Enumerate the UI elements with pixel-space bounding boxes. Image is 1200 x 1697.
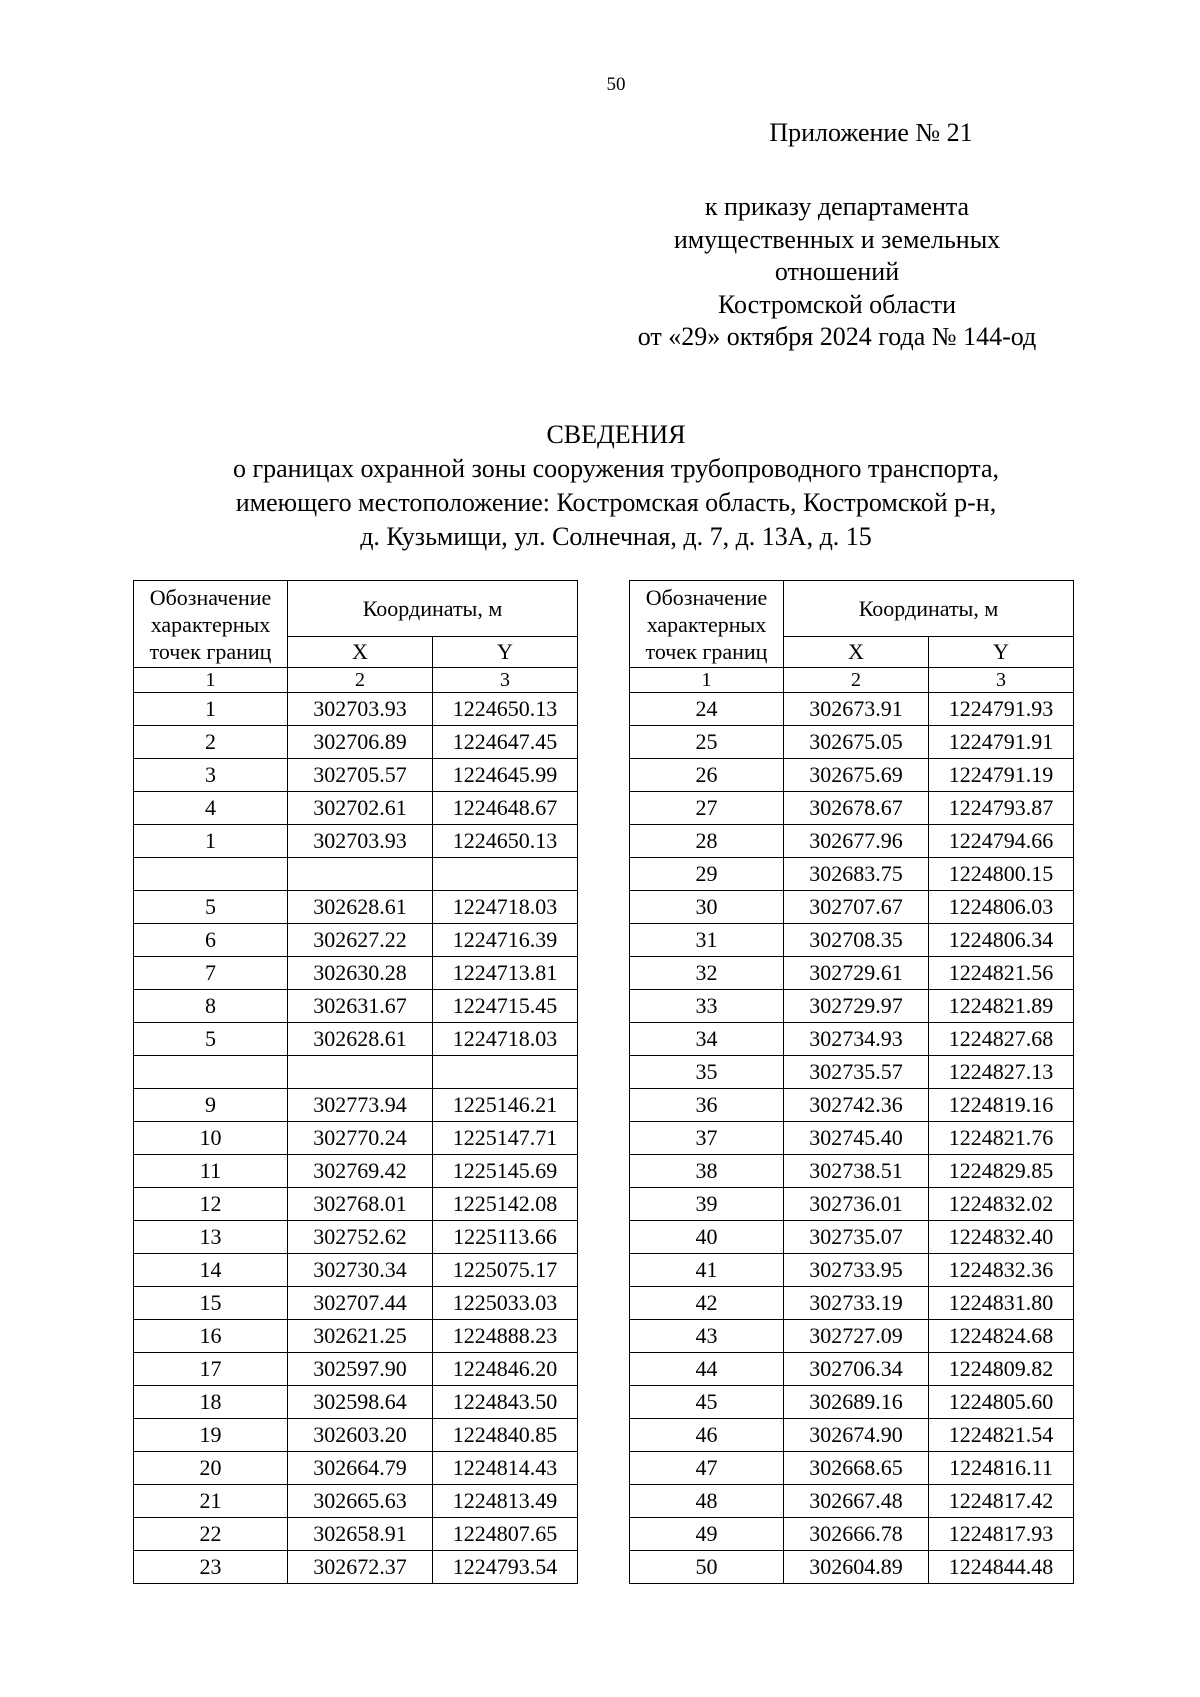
order-ref-line: от «29» октября 2024 года № 144-од (637, 322, 1037, 351)
point-cell: 19 (134, 1419, 288, 1452)
point-cell: 31 (630, 924, 784, 957)
y-cell: 1224809.82 (929, 1353, 1074, 1386)
x-cell: 302627.22 (288, 924, 433, 957)
table-row (630, 693, 1074, 726)
x-cell: 302773.94 (288, 1089, 433, 1122)
table-row (630, 858, 1074, 891)
y-cell: 1224718.03 (433, 1023, 578, 1056)
table-row (630, 1254, 1074, 1287)
point-cell: 21 (134, 1485, 288, 1518)
x-cell: 302733.95 (784, 1254, 929, 1287)
point-cell: 20 (134, 1452, 288, 1485)
table-row (134, 726, 578, 759)
table-row (630, 792, 1074, 825)
x-cell: 302702.61 (288, 792, 433, 825)
point-cell: 46 (630, 1419, 784, 1452)
table-row (630, 1419, 1074, 1452)
point-cell (134, 858, 288, 891)
table-row (134, 693, 578, 726)
document-subtitle-line: д. Кузьмищи, ул. Солнечная, д. 7, д. 13А, д. 15 (360, 522, 872, 551)
table-row (134, 1056, 578, 1089)
y-cell: 1224832.02 (929, 1188, 1074, 1221)
header-coordinates: Координаты, м (784, 581, 1074, 637)
x-cell: 302735.57 (784, 1056, 929, 1089)
x-cell: 302603.20 (288, 1419, 433, 1452)
table-row (630, 1188, 1074, 1221)
x-cell: 302727.09 (784, 1320, 929, 1353)
x-cell: 302752.62 (288, 1221, 433, 1254)
point-cell: 9 (134, 1089, 288, 1122)
header-point-line: точек границ (149, 638, 272, 664)
point-cell: 5 (134, 891, 288, 924)
table-row (630, 1023, 1074, 1056)
y-cell: 1224888.23 (433, 1320, 578, 1353)
point-cell: 38 (630, 1155, 784, 1188)
x-cell: 302598.64 (288, 1386, 433, 1419)
point-cell: 50 (630, 1551, 784, 1584)
header-x: X (784, 637, 929, 668)
point-cell: 25 (630, 726, 784, 759)
y-cell: 1224814.43 (433, 1452, 578, 1485)
x-cell: 302729.97 (784, 990, 929, 1023)
y-cell: 1224821.56 (929, 957, 1074, 990)
point-cell: 35 (630, 1056, 784, 1089)
y-cell: 1224843.50 (433, 1386, 578, 1419)
point-cell: 1 (134, 693, 288, 726)
x-cell: 302729.61 (784, 957, 929, 990)
point-cell: 5 (134, 1023, 288, 1056)
table-row (630, 825, 1074, 858)
y-cell: 1224844.48 (929, 1551, 1074, 1584)
y-cell: 1224793.87 (929, 792, 1074, 825)
table-row (134, 891, 578, 924)
y-cell: 1224794.66 (929, 825, 1074, 858)
x-cell: 302706.89 (288, 726, 433, 759)
table-row (630, 1551, 1074, 1584)
table-row (630, 1056, 1074, 1089)
y-cell: 1224831.80 (929, 1287, 1074, 1320)
point-cell: 10 (134, 1122, 288, 1155)
y-cell: 1224829.85 (929, 1155, 1074, 1188)
y-cell: 1224846.20 (433, 1353, 578, 1386)
y-cell: 1224821.89 (929, 990, 1074, 1023)
table-row (134, 1221, 578, 1254)
x-cell: 302672.37 (288, 1551, 433, 1584)
point-cell: 44 (630, 1353, 784, 1386)
y-cell: 1225113.66 (433, 1221, 578, 1254)
table-row (134, 825, 578, 858)
y-cell: 1224832.40 (929, 1221, 1074, 1254)
header-y: Y (929, 637, 1074, 668)
y-cell: 1224817.42 (929, 1485, 1074, 1518)
table-row (630, 990, 1074, 1023)
point-cell: 32 (630, 957, 784, 990)
table-row (134, 1254, 578, 1287)
header-point-designation (134, 581, 288, 668)
point-cell: 49 (630, 1518, 784, 1551)
point-cell: 24 (630, 693, 784, 726)
header-coordinates: Координаты, м (288, 581, 578, 637)
y-cell: 1224800.15 (929, 858, 1074, 891)
table-row (134, 1353, 578, 1386)
y-cell: 1224832.36 (929, 1254, 1074, 1287)
x-cell: 302630.28 (288, 957, 433, 990)
point-cell: 2 (134, 726, 288, 759)
point-cell: 13 (134, 1221, 288, 1254)
document-subtitle-line: о границах охранной зоны сооружения трубопроводного транспорта, (232, 454, 1000, 483)
y-cell: 1224648.67 (433, 792, 578, 825)
x-cell (288, 1056, 433, 1089)
header-y: Y (433, 637, 578, 668)
x-cell: 302708.35 (784, 924, 929, 957)
header-column-number: 3 (929, 668, 1074, 693)
x-cell: 302738.51 (784, 1155, 929, 1188)
point-cell (134, 1056, 288, 1089)
table-row (630, 1221, 1074, 1254)
header-point-line: характерных (150, 611, 271, 637)
x-cell: 302668.65 (784, 1452, 929, 1485)
x-cell: 302675.69 (784, 759, 929, 792)
y-cell: 1224647.45 (433, 726, 578, 759)
x-cell (288, 858, 433, 891)
table-row (134, 957, 578, 990)
document-subtitle-line: имеющего местоположение: Костромская область, Костромской р-н, (235, 488, 997, 517)
point-cell: 42 (630, 1287, 784, 1320)
y-cell: 1224715.45 (433, 990, 578, 1023)
x-cell: 302705.57 (288, 759, 433, 792)
x-cell: 302707.44 (288, 1287, 433, 1320)
x-cell: 302673.91 (784, 693, 929, 726)
table-row (630, 759, 1074, 792)
point-cell: 18 (134, 1386, 288, 1419)
y-cell: 1224716.39 (433, 924, 578, 957)
point-cell: 41 (630, 1254, 784, 1287)
point-cell: 26 (630, 759, 784, 792)
header-column-number: 1 (630, 668, 784, 693)
point-cell: 23 (134, 1551, 288, 1584)
header-column-number: 3 (433, 668, 578, 693)
point-cell: 43 (630, 1320, 784, 1353)
table-row (134, 858, 578, 891)
order-ref-line: отношений (774, 257, 900, 286)
table-row (630, 1452, 1074, 1485)
order-ref-line: имущественных и земельных (673, 224, 1001, 254)
table-row (630, 891, 1074, 924)
point-cell: 7 (134, 957, 288, 990)
x-cell: 302597.90 (288, 1353, 433, 1386)
table-row (630, 1386, 1074, 1419)
header-point-line: Обозначение (645, 584, 768, 610)
x-cell: 302736.01 (784, 1188, 929, 1221)
y-cell: 1224806.34 (929, 924, 1074, 957)
y-cell: 1224813.49 (433, 1485, 578, 1518)
table-row (630, 1518, 1074, 1551)
header-point-line: точек границ (645, 638, 768, 664)
left-table-body (134, 693, 578, 1584)
point-cell: 12 (134, 1188, 288, 1221)
y-cell: 1225033.03 (433, 1287, 578, 1320)
header-column-number: 1 (134, 668, 288, 693)
point-cell: 29 (630, 858, 784, 891)
table-row (134, 1023, 578, 1056)
table-row (630, 1155, 1074, 1188)
x-cell: 302667.48 (784, 1485, 929, 1518)
table-row (134, 1122, 578, 1155)
x-cell: 302768.01 (288, 1188, 433, 1221)
y-cell: 1224817.93 (929, 1518, 1074, 1551)
x-cell: 302703.93 (288, 693, 433, 726)
order-ref-line: к приказу департамента (704, 192, 970, 221)
y-cell: 1225142.08 (433, 1188, 578, 1221)
point-cell: 40 (630, 1221, 784, 1254)
x-cell: 302628.61 (288, 891, 433, 924)
x-cell: 302628.61 (288, 1023, 433, 1056)
point-cell: 34 (630, 1023, 784, 1056)
point-cell: 14 (134, 1254, 288, 1287)
y-cell: 1224824.68 (929, 1320, 1074, 1353)
x-cell: 302730.34 (288, 1254, 433, 1287)
table-row (630, 924, 1074, 957)
x-cell: 302769.42 (288, 1155, 433, 1188)
point-cell: 36 (630, 1089, 784, 1122)
table-row (134, 759, 578, 792)
point-cell: 28 (630, 825, 784, 858)
table-row (630, 726, 1074, 759)
table-row (134, 1485, 578, 1518)
y-cell (433, 858, 578, 891)
table-row (134, 1287, 578, 1320)
header-x: X (288, 637, 433, 668)
table-row (134, 990, 578, 1023)
point-cell: 1 (134, 825, 288, 858)
header-column-number: 2 (784, 668, 929, 693)
y-cell: 1224645.99 (433, 759, 578, 792)
y-cell: 1224650.13 (433, 693, 578, 726)
table-row (134, 1551, 578, 1584)
y-cell: 1224821.54 (929, 1419, 1074, 1452)
x-cell: 302745.40 (784, 1122, 929, 1155)
x-cell: 302666.78 (784, 1518, 929, 1551)
point-cell: 3 (134, 759, 288, 792)
table-row (630, 1320, 1074, 1353)
table-row (630, 957, 1074, 990)
point-cell: 30 (630, 891, 784, 924)
y-cell: 1224650.13 (433, 825, 578, 858)
document-title: СВЕДЕНИЯ (546, 420, 686, 449)
y-cell: 1224821.76 (929, 1122, 1074, 1155)
table-row (630, 1122, 1074, 1155)
point-cell: 27 (630, 792, 784, 825)
x-cell: 302707.67 (784, 891, 929, 924)
table-row (134, 1089, 578, 1122)
document-heading (0, 418, 1200, 554)
table-row (134, 1518, 578, 1551)
point-cell: 6 (134, 924, 288, 957)
point-cell: 37 (630, 1122, 784, 1155)
x-cell: 302733.19 (784, 1287, 929, 1320)
y-cell: 1225147.71 (433, 1122, 578, 1155)
y-cell: 1224791.93 (929, 693, 1074, 726)
point-cell: 15 (134, 1287, 288, 1320)
point-cell: 48 (630, 1485, 784, 1518)
x-cell: 302689.16 (784, 1386, 929, 1419)
table-row (134, 1419, 578, 1452)
y-cell: 1224827.68 (929, 1023, 1074, 1056)
y-cell: 1224819.16 (929, 1089, 1074, 1122)
point-cell: 4 (134, 792, 288, 825)
point-cell: 33 (630, 990, 784, 1023)
header-point-line: Обозначение (149, 584, 272, 610)
x-cell: 302706.34 (784, 1353, 929, 1386)
x-cell: 302683.75 (784, 858, 929, 891)
y-cell: 1224793.54 (433, 1551, 578, 1584)
y-cell: 1225075.17 (433, 1254, 578, 1287)
header-point-designation (630, 581, 784, 668)
y-cell: 1224827.13 (929, 1056, 1074, 1089)
page-number: 50 (606, 74, 626, 95)
y-cell: 1224807.65 (433, 1518, 578, 1551)
coordinates-table-left (133, 580, 578, 1584)
table-row (134, 1452, 578, 1485)
appendix-title: Приложение № 21 (769, 118, 973, 147)
x-cell: 302664.79 (288, 1452, 433, 1485)
point-cell: 8 (134, 990, 288, 1023)
table-row (630, 1287, 1074, 1320)
y-cell: 1224805.60 (929, 1386, 1074, 1419)
x-cell: 302658.91 (288, 1518, 433, 1551)
x-cell: 302677.96 (784, 825, 929, 858)
y-cell: 1225146.21 (433, 1089, 578, 1122)
point-cell: 22 (134, 1518, 288, 1551)
x-cell: 302770.24 (288, 1122, 433, 1155)
point-cell: 47 (630, 1452, 784, 1485)
table-row (134, 1188, 578, 1221)
x-cell: 302734.93 (784, 1023, 929, 1056)
header-column-number: 2 (288, 668, 433, 693)
y-cell: 1224791.91 (929, 726, 1074, 759)
coordinates-table-right (629, 580, 1074, 1584)
point-cell: 17 (134, 1353, 288, 1386)
header-point-line: характерных (646, 611, 767, 637)
point-cell: 39 (630, 1188, 784, 1221)
y-cell: 1224840.85 (433, 1419, 578, 1452)
table-row (134, 924, 578, 957)
table-row (134, 1386, 578, 1419)
x-cell: 302703.93 (288, 825, 433, 858)
x-cell: 302742.36 (784, 1089, 929, 1122)
point-cell: 11 (134, 1155, 288, 1188)
table-row (630, 1485, 1074, 1518)
table-row (630, 1353, 1074, 1386)
right-table-body (630, 693, 1074, 1584)
x-cell: 302735.07 (784, 1221, 929, 1254)
table-row (134, 1155, 578, 1188)
y-cell: 1224713.81 (433, 957, 578, 990)
x-cell: 302621.25 (288, 1320, 433, 1353)
x-cell: 302675.05 (784, 726, 929, 759)
order-reference (600, 191, 1074, 354)
point-cell: 45 (630, 1386, 784, 1419)
x-cell: 302678.67 (784, 792, 929, 825)
x-cell: 302604.89 (784, 1551, 929, 1584)
table-row (630, 1089, 1074, 1122)
table-row (134, 1320, 578, 1353)
table-row (134, 792, 578, 825)
y-cell: 1224816.11 (929, 1452, 1074, 1485)
y-cell: 1224718.03 (433, 891, 578, 924)
y-cell: 1224806.03 (929, 891, 1074, 924)
x-cell: 302674.90 (784, 1419, 929, 1452)
point-cell: 16 (134, 1320, 288, 1353)
y-cell: 1225145.69 (433, 1155, 578, 1188)
x-cell: 302665.63 (288, 1485, 433, 1518)
order-ref-line: Костромской области (717, 289, 957, 319)
y-cell: 1224791.19 (929, 759, 1074, 792)
x-cell: 302631.67 (288, 990, 433, 1023)
y-cell (433, 1056, 578, 1089)
